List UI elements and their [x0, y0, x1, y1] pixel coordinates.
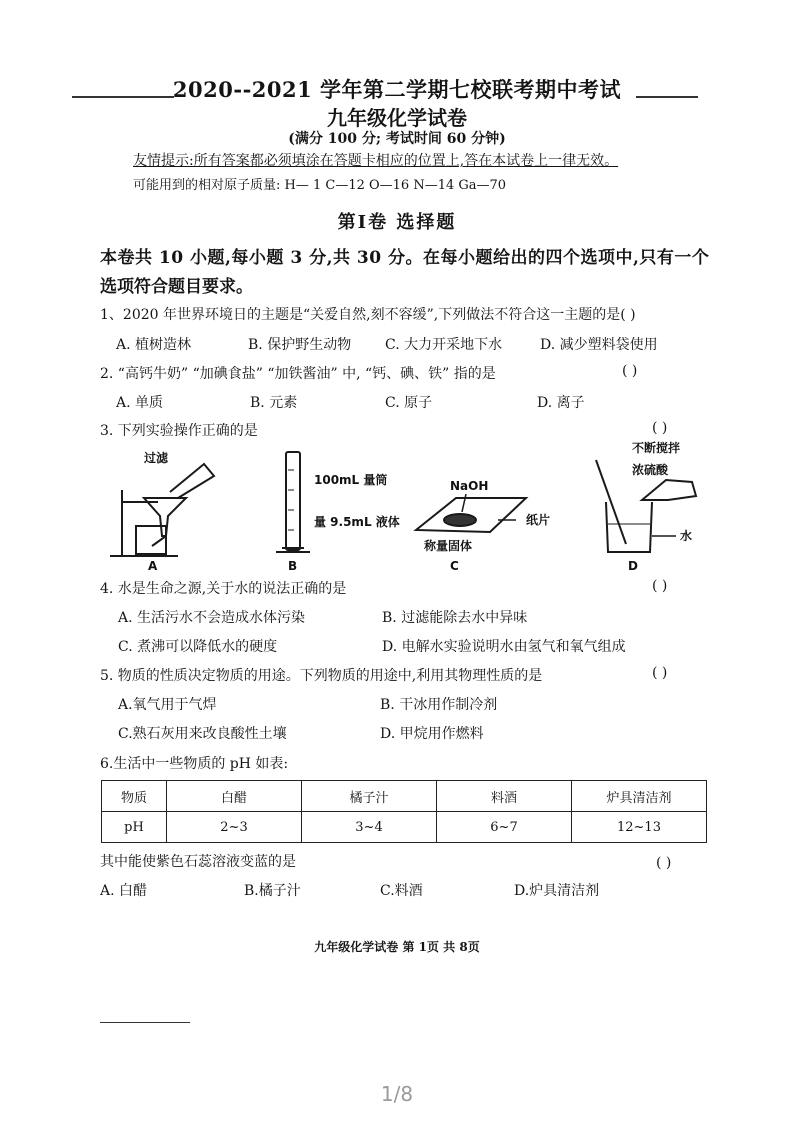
- weighing-setup: [416, 494, 526, 532]
- table-cell: 3~4: [302, 812, 437, 843]
- figure-c-top-label: NaOH: [450, 479, 489, 493]
- scan-line-bottom: [100, 1022, 190, 1023]
- filtration-apparatus: [110, 464, 214, 556]
- table-header-cell: 物质: [102, 781, 167, 812]
- figure-d-right-label: 水: [680, 529, 693, 543]
- question-3-apparatus-figure: [96, 440, 706, 572]
- table-cell: 12~13: [572, 812, 707, 843]
- question-2-option-c: C. 原子: [385, 395, 433, 411]
- atomic-masses: 可能用到的相对原子质量: H— 1 C—12 O—16 N—14 Ga—70: [133, 178, 507, 193]
- question-5-option-a: A.氧气用于气焊: [118, 697, 217, 713]
- question-2-option-d: D. 离子: [537, 395, 585, 411]
- section-intro-line2: 选项符合题目要求。: [100, 277, 253, 297]
- table-row: [102, 812, 707, 843]
- question-6-option-b: B.橘子汁: [244, 883, 301, 899]
- question-4-answer-paren: ( ): [652, 578, 668, 594]
- question-4-option-d: D. 电解水实验说明水由氢气和氧气组成: [382, 639, 626, 655]
- table-header-cell: 料酒: [437, 781, 572, 812]
- question-5-option-b: B. 干冰用作制冷剂: [380, 697, 498, 713]
- figure-c-bottom-label: 称量固体: [424, 539, 473, 553]
- section-intro-line1: 本卷共 10 小题,每小题 3 分,共 30 分。在每小题给出的四个选项中,只有一个: [100, 248, 710, 268]
- page-footer: 九年级化学试卷 第 1页 共 8页: [314, 940, 480, 954]
- question-6-option-a: A. 白醋: [100, 883, 148, 899]
- question-2-option-a: A. 单质: [116, 395, 164, 411]
- table-row: [102, 781, 707, 812]
- question-5-answer-paren: ( ): [652, 665, 668, 681]
- table-header-cell: 白醋: [167, 781, 302, 812]
- table-cell: pH: [102, 812, 167, 843]
- figure-a-letter: A: [148, 559, 158, 572]
- figure-a-caption: 过滤: [144, 451, 169, 465]
- question-4-option-b: B. 过滤能除去水中异味: [382, 610, 528, 626]
- figure-b-bottom-label: 量 9.5mL 液体: [314, 515, 400, 529]
- question-3-answer-paren: ( ): [652, 420, 668, 436]
- question-4-stem: 4. 水是生命之源,关于水的说法正确的是: [100, 581, 347, 597]
- question-6-stem: 6.生活中一些物质的 pH 如表:: [100, 756, 289, 772]
- exam-subtitle: 九年级化学试卷: [327, 106, 467, 130]
- graduated-cylinder: [276, 452, 310, 552]
- question-1-option-d: D. 减少塑料袋使用: [540, 337, 658, 353]
- question-3-stem: 3. 下列实验操作正确的是: [100, 423, 258, 439]
- question-6-option-d: D.炉具清洁剂: [514, 883, 600, 899]
- figure-d-letter: D: [628, 559, 638, 572]
- question-5-option-d: D. 甲烷用作燃料: [380, 726, 484, 742]
- question-1-option-c: C. 大力开采地下水: [385, 337, 503, 353]
- exam-title: 2020--2021 学年第二学期七校联考期中考试: [172, 77, 622, 102]
- figure-b-top-label: 100mL 量筒: [314, 473, 388, 487]
- question-6-answer-paren: ( ): [656, 855, 672, 871]
- page-indicator: 1/8: [380, 1082, 414, 1106]
- question-6-substem: 其中能使紫色石蕊溶液变蓝的是: [100, 854, 296, 870]
- figure-d-top-label-2: 浓硫酸: [632, 463, 669, 477]
- question-2-answer-paren: ( ): [622, 363, 638, 379]
- ph-table: [101, 780, 707, 843]
- question-1-option-b: B. 保护野生动物: [248, 337, 352, 353]
- figure-d-top-label-1: 不断搅拌: [632, 441, 681, 455]
- question-5-option-c: C.熟石灰用来改良酸性土壤: [118, 726, 287, 742]
- table-header-cell: 炉具清洁剂: [572, 781, 707, 812]
- section-title: 第Ⅰ卷 选择题: [337, 212, 457, 233]
- score-time-note: (满分 100 分; 考试时间 60 分钟): [288, 131, 506, 147]
- question-5-stem: 5. 物质的性质决定物质的用途。下列物质的用途中,利用其物理性质的是: [100, 668, 543, 684]
- question-6-option-c: C.料酒: [380, 883, 423, 899]
- friendly-tip: 友情提示:所有答案都必须填涂在答题卡相应的位置上,答在本试卷上一律无效。: [133, 153, 619, 169]
- figure-c-letter: C: [450, 559, 459, 572]
- figure-c-right-label: 纸片: [526, 513, 551, 527]
- question-4-option-c: C. 煮沸可以降低水的硬度: [118, 639, 278, 655]
- table-cell: 2~3: [167, 812, 302, 843]
- question-4-option-a: A. 生活污水不会造成水体污染: [118, 610, 306, 626]
- question-1-option-a: A. 植树造林: [116, 337, 192, 353]
- table-cell: 6~7: [437, 812, 572, 843]
- figure-b-letter: B: [288, 559, 298, 572]
- question-1-stem: 1、2020 年世界环境日的主题是“关爱自然,刻不容缓”,下列做法不符合这一主题的是( ): [100, 307, 636, 323]
- question-2-option-b: B. 元素: [250, 395, 298, 411]
- table-header-cell: 橘子汁: [302, 781, 437, 812]
- question-2-stem: 2. “高钙牛奶” “加碘食盐” “加铁酱油” 中, “钙、碘、铁” 指的是: [100, 366, 496, 382]
